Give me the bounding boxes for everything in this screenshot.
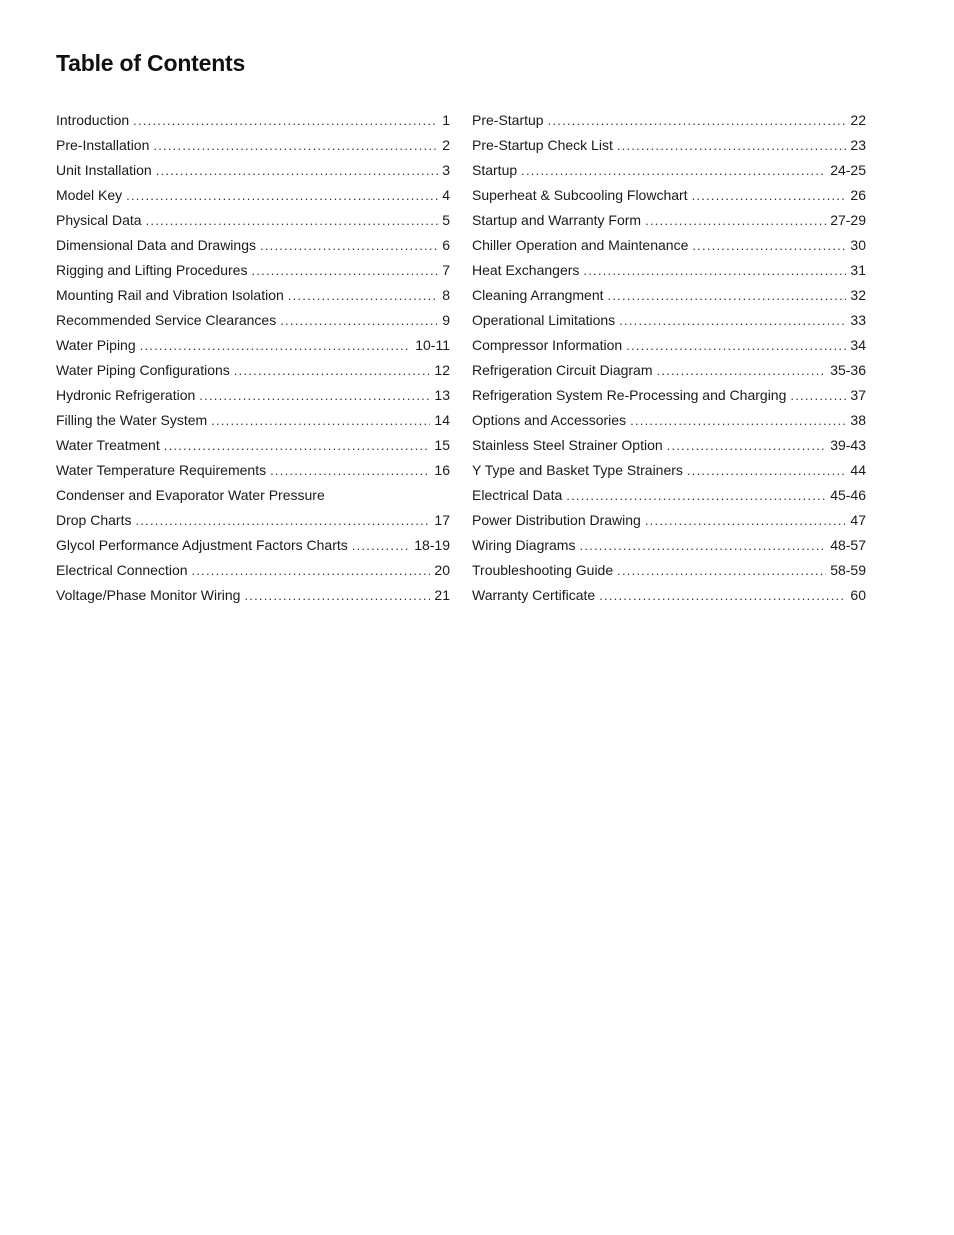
toc-entry[interactable] (472, 408, 866, 433)
toc-page-number: 2 (442, 137, 450, 153)
toc-entry[interactable] (56, 158, 450, 183)
toc-dot-leader (566, 483, 826, 508)
toc-page-number: 5 (442, 212, 450, 228)
toc-entry[interactable] (56, 308, 450, 333)
toc-entry-label: Electrical Data (472, 487, 563, 503)
toc-entry-label: Compressor Information (472, 337, 623, 353)
toc-entry-label: Pre-Startup Check List (472, 137, 613, 153)
toc-entry-label: Y Type and Basket Type Strainers (472, 462, 683, 478)
toc-page-number: 45-46 (830, 487, 866, 503)
toc-page-number: 38 (850, 412, 866, 428)
toc-entry-label: Water Piping Configurations (56, 362, 230, 378)
toc-page-number: 15 (434, 437, 450, 453)
toc-dot-leader (135, 508, 430, 533)
toc-page-number: 4 (442, 187, 450, 203)
toc-page-number: 8 (442, 287, 450, 303)
toc-entry-label: Startup and Warranty Form (472, 212, 642, 228)
toc-entry-label: Startup (472, 162, 518, 178)
toc-entry[interactable] (472, 458, 866, 483)
toc-entry[interactable] (472, 108, 866, 133)
toc-page-number: 60 (850, 587, 866, 603)
toc-entry[interactable] (472, 208, 866, 233)
toc-entry-label: Hydronic Refrigeration (56, 387, 196, 403)
toc-entry-label: Refrigeration System Re-Processing and Charging (472, 387, 787, 403)
toc-entry-label: Stainless Steel Strainer Option (472, 437, 663, 453)
toc-entry[interactable] (472, 583, 866, 608)
toc-entry-label: Recommended Service Clearances (56, 312, 277, 328)
toc-dot-leader (790, 383, 846, 408)
toc-page-number: 39-43 (830, 437, 866, 453)
toc-entry[interactable] (56, 483, 450, 508)
toc-dot-leader (164, 433, 431, 458)
toc-entry[interactable] (472, 183, 866, 208)
toc-entry[interactable] (56, 508, 450, 533)
toc-entry[interactable] (472, 483, 866, 508)
toc-dot-leader (687, 458, 847, 483)
toc-dot-leader (692, 183, 847, 208)
toc-page-number: 48-57 (830, 537, 866, 553)
toc-page-number: 10-11 (415, 337, 450, 353)
toc-entry[interactable] (472, 358, 866, 383)
toc-dot-leader (280, 308, 438, 333)
toc-entry[interactable] (56, 558, 450, 583)
toc-entry[interactable] (56, 108, 450, 133)
toc-entry-label: Model Key (56, 187, 123, 203)
toc-page-number: 21 (434, 587, 450, 603)
toc-dot-leader (199, 383, 430, 408)
toc-entry[interactable] (56, 408, 450, 433)
toc-entry-label: Wiring Diagrams (472, 537, 576, 553)
toc-entry-label: Glycol Performance Adjustment Factors Charts (56, 537, 348, 553)
toc-dot-leader (244, 583, 430, 608)
toc-dot-leader (211, 408, 430, 433)
toc-page-number: 9 (442, 312, 450, 328)
toc-dot-leader (657, 358, 827, 383)
toc-dot-leader (126, 183, 438, 208)
toc-page-number: 23 (850, 137, 866, 153)
toc-entry[interactable] (472, 233, 866, 258)
toc-entry[interactable] (472, 258, 866, 283)
toc-dot-leader (548, 108, 847, 133)
toc-entry[interactable] (472, 308, 866, 333)
toc-entry-label: Pre-Startup (472, 112, 544, 128)
toc-entry-label: Dimensional Data and Drawings (56, 237, 256, 253)
toc-page-number: 26 (850, 187, 866, 203)
toc-page-number: 37 (850, 387, 866, 403)
toc-page-number: 58-59 (830, 562, 866, 578)
toc-dot-leader (619, 308, 846, 333)
toc-entry-label: Superheat & Subcooling Flowchart (472, 187, 688, 203)
toc-dot-leader (630, 408, 846, 433)
toc-dot-leader (192, 558, 431, 583)
toc-entry[interactable] (472, 558, 866, 583)
toc-entry[interactable] (56, 133, 450, 158)
toc-entry[interactable] (56, 183, 450, 208)
toc-dot-leader (599, 583, 846, 608)
toc-page-number: 24-25 (830, 162, 866, 178)
toc-page-number: 3 (442, 162, 450, 178)
toc-page-number: 22 (850, 112, 866, 128)
toc-entry-label: Power Distribution Drawing (472, 512, 641, 528)
toc-page-number: 44 (850, 462, 866, 478)
toc-dot-leader (153, 133, 438, 158)
toc-entry[interactable] (56, 458, 450, 483)
toc-dot-leader (579, 533, 826, 558)
toc-page-number: 34 (850, 337, 866, 353)
toc-dot-leader (583, 258, 846, 283)
toc-dot-leader (645, 508, 847, 533)
toc-entry-label: Water Piping (56, 337, 136, 353)
page-title: Table of Contents (56, 50, 246, 76)
toc-page-number: 35-36 (830, 362, 866, 378)
toc-page-number: 14 (434, 412, 450, 428)
toc-entry[interactable] (56, 333, 450, 358)
toc-page-number: 32 (850, 287, 866, 303)
toc-page-number: 13 (434, 387, 450, 403)
toc-entry[interactable] (472, 383, 866, 408)
toc-entry-label: Pre-Installation (56, 137, 150, 153)
toc-entry-label: Heat Exchangers (472, 262, 580, 278)
toc-entry-label: Condenser and Evaporator Water Pressure (56, 487, 325, 503)
toc-entry[interactable] (472, 158, 866, 183)
toc-entry-label: Mounting Rail and Vibration Isolation (56, 287, 284, 303)
toc-entry-label: Water Treatment (56, 437, 160, 453)
toc-dot-leader (608, 283, 847, 308)
toc-entry[interactable] (56, 283, 450, 308)
toc-entry[interactable] (472, 133, 866, 158)
toc-dot-leader (667, 433, 827, 458)
toc-entry-label: Operational Limitations (472, 312, 616, 328)
toc-dot-leader (146, 208, 439, 233)
toc-dot-leader (645, 208, 826, 233)
toc-dot-leader (234, 358, 431, 383)
toc-page-number: 33 (850, 312, 866, 328)
toc-entry[interactable] (56, 533, 450, 558)
toc-entry[interactable] (472, 433, 866, 458)
toc-entry[interactable] (56, 433, 450, 458)
toc-dot-leader (260, 233, 438, 258)
toc-page-number: 20 (434, 562, 450, 578)
toc-entry[interactable] (56, 258, 450, 283)
toc-entry-label: Warranty Certificate (472, 587, 596, 603)
toc-entry-label: Voltage/Phase Monitor Wiring (56, 587, 241, 603)
toc-entry-label: Electrical Connection (56, 562, 188, 578)
toc-entry-label: Water Temperature Requirements (56, 462, 267, 478)
toc-entry[interactable] (56, 233, 450, 258)
toc-dot-leader (521, 158, 826, 183)
toc-entry[interactable] (472, 283, 866, 308)
toc-page-number: 47 (850, 512, 866, 528)
toc-entry[interactable] (472, 533, 866, 558)
toc-entry[interactable] (472, 508, 866, 533)
toc-entry-label: Options and Accessories (472, 412, 627, 428)
toc-page-number: 17 (434, 512, 450, 528)
toc-entry-label: Chiller Operation and Maintenance (472, 237, 689, 253)
toc-page-number: 30 (850, 237, 866, 253)
toc-dot-leader (140, 333, 412, 358)
toc-entry-label: Rigging and Lifting Procedures (56, 262, 248, 278)
toc-page-number: 16 (434, 462, 450, 478)
toc-dot-leader (288, 283, 438, 308)
toc-dot-leader (692, 233, 846, 258)
toc-dot-leader (617, 558, 826, 583)
toc-entry-label: Physical Data (56, 212, 142, 228)
toc-dot-leader (133, 108, 438, 133)
toc-entry[interactable] (56, 583, 450, 608)
toc-page-number: 1 (442, 112, 450, 128)
toc-entry-label: Refrigeration Circuit Diagram (472, 362, 653, 378)
toc-right-column (472, 108, 866, 608)
toc-page-number: 27-29 (830, 212, 866, 228)
toc-entry-label: Troubleshooting Guide (472, 562, 614, 578)
toc-entry[interactable] (56, 358, 450, 383)
toc-entry[interactable] (56, 383, 450, 408)
toc-left-column (56, 108, 450, 608)
toc-dot-leader (270, 458, 430, 483)
toc-dot-leader (352, 533, 410, 558)
toc-page-number: 31 (850, 262, 866, 278)
toc-dot-leader (251, 258, 438, 283)
toc-entry[interactable] (56, 208, 450, 233)
toc-entry[interactable] (472, 333, 866, 358)
toc-dot-leader (156, 158, 438, 183)
toc-dot-leader (626, 333, 846, 358)
toc-entry-label: Cleaning Arrangment (472, 287, 604, 303)
toc-page-number: 18-19 (414, 537, 450, 553)
toc-page-number: 7 (442, 262, 450, 278)
toc-entry-label: Unit Installation (56, 162, 152, 178)
toc-page-number: 6 (442, 237, 450, 253)
toc-dot-leader (617, 133, 847, 158)
toc-entry-label: Introduction (56, 112, 130, 128)
toc-page-number: 12 (434, 362, 450, 378)
toc-entry-label: Drop Charts (56, 512, 132, 528)
toc-entry-label: Filling the Water System (56, 412, 208, 428)
